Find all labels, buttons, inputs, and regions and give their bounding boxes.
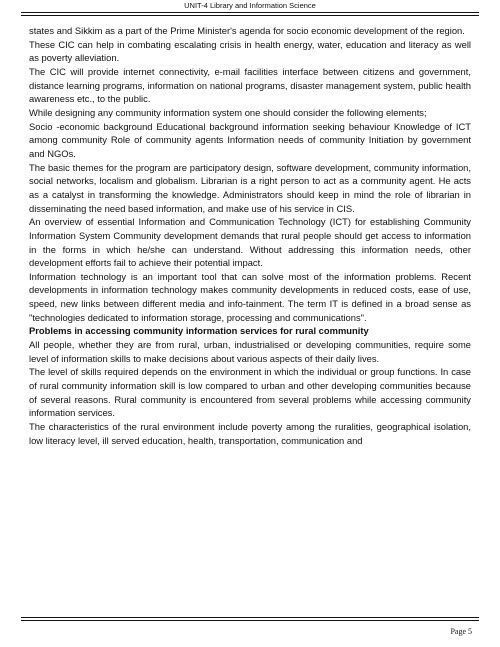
section-heading: Problems in accessing community information services for rural community	[29, 325, 369, 337]
body-paragraph: While designing any community information system one should consider the following elements;	[29, 106, 427, 118]
footer-rule-thick	[21, 617, 479, 618]
body-paragraph: Information technology is an important tool that can solve most of the information problems. Recent developments in information technology makes community developments in reduced costs, ease of use, speed, new links between different media and info-tainment. The term IT is defined in a broad sense as "technologies dedicated to information storage, processing and communications".	[29, 270, 471, 323]
body-paragraph: The level of skills required depends on the environment in which the individual or group functions. In case of rural community information skill is low compared to urban and other developing communities because of several reasons. Rural community is encountered from several problems while accessing community information services.	[29, 366, 471, 419]
body-paragraph: The basic themes for the program are participatory design, software development, community information, social networks, localism and globalism. Librarian is a right person to act as a community agent. He acts as a catalyst in transforming the knowledge. Administrators should keep in mind the role of librarian in disseminating the need based information, and make use of his service in CIS.	[29, 161, 471, 214]
header-rule-thin	[21, 15, 479, 16]
running-header: UNIT-4 Library and Information Science	[184, 1, 316, 10]
body-paragraph: The CIC will provide internet connectivity, e-mail facilities interface between citizens and government, distance learning programs, information on national programs, disaster management system, public health awareness etc., to the public.	[29, 65, 471, 105]
body-paragraph: Socio -economic background Educational background information seeking behaviour Knowledge of ICT among community Role of community agents Information needs of community Initiation by government and NGOs.	[29, 120, 471, 159]
body-paragraph: states and Sikkim as a part of the Prime Minister's agenda for socio economic development of the region.	[29, 25, 465, 36]
page-body	[29, 24, 471, 447]
body-paragraph: The characteristics of the rural environment include poverty among the ruralities, geographical isolation, low literacy level, ill served education, health, transportation, communication and	[29, 421, 471, 446]
body-paragraph: An overview of essential Information and Communication Technology (ICT) for establishing Community Information System Community development demands that rural people should get access to information in the forms in which he/she can understand. Without addressing this information needs, other development efforts fail to achieve their potential impact.	[29, 216, 471, 269]
page-number: Page 5	[450, 627, 472, 636]
body-paragraph: All people, whether they are from rural, urban, industrialised or developing communities, require some level of information skills to make decisions about various aspects of their daily lives.	[29, 339, 471, 364]
header-rule-thick	[21, 12, 479, 13]
footer-rule-thin	[21, 620, 479, 621]
body-paragraph: These CIC can help in combating escalating crisis in health energy, water, education and literacy as well as poverty alleviation.	[29, 38, 471, 64]
